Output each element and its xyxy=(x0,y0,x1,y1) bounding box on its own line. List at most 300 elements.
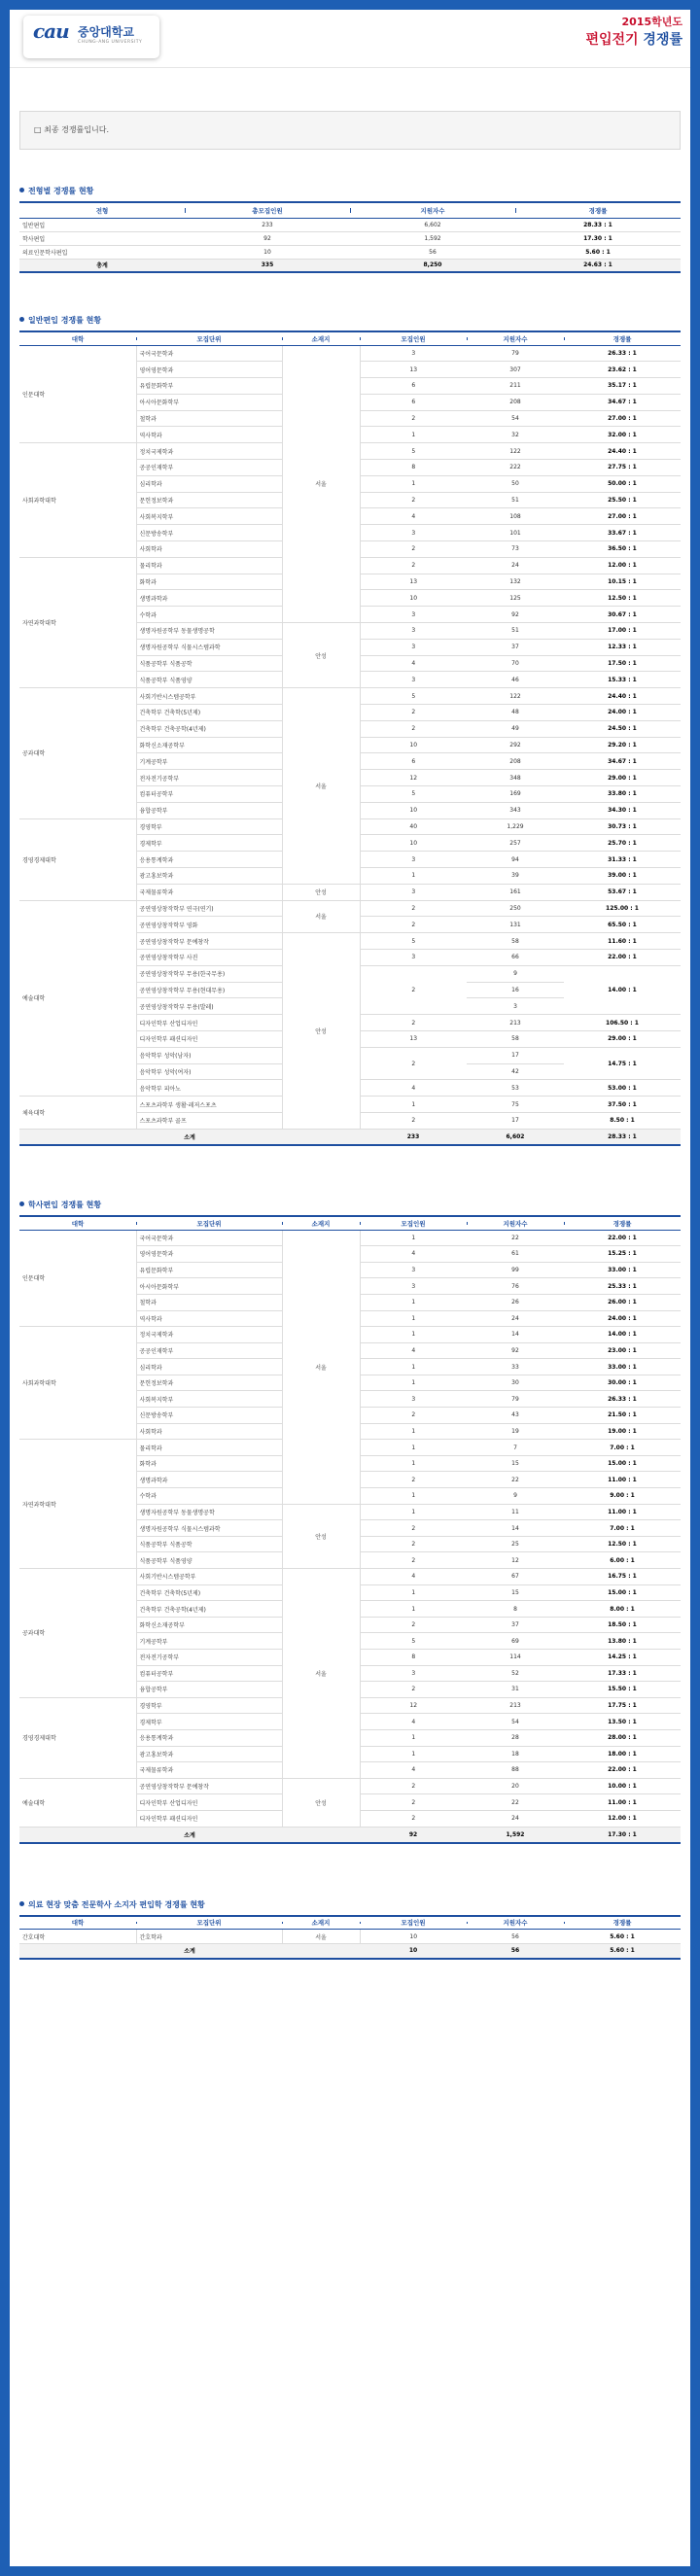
table-cell: 안성 xyxy=(282,1504,360,1568)
table-cell: 53 xyxy=(467,1080,564,1097)
col-header: 지원자수 xyxy=(467,1216,564,1230)
table-cell: 공연영상창작학부 영화 xyxy=(136,917,282,933)
table-cell: 24 xyxy=(467,1310,564,1327)
table-cell: 94 xyxy=(467,852,564,868)
table-cell: 7.00 : 1 xyxy=(564,1520,681,1537)
table-cell: 13 xyxy=(360,574,467,590)
table-cell: 2 xyxy=(360,1778,467,1794)
table-cell: 3 xyxy=(360,525,467,541)
table-cell: 1 xyxy=(360,475,467,492)
section-title-medical xyxy=(19,1898,690,1912)
table-cell: 컴퓨터공학부 xyxy=(136,1665,282,1682)
table-cell: 79 xyxy=(467,345,564,362)
table-cell: 8,250 xyxy=(350,259,515,272)
table-cell: 22.00 : 1 xyxy=(564,1230,681,1246)
university-logo[interactable] xyxy=(23,16,159,58)
table-cell: 250 xyxy=(467,900,564,917)
table-cell: 응용통계학과 xyxy=(136,1729,282,1746)
table-cell: 18.50 : 1 xyxy=(564,1617,681,1633)
table-cell: 12.33 : 1 xyxy=(564,639,681,655)
table-cell: 5.60 : 1 xyxy=(564,1944,681,1959)
table-cell: 공과대학 xyxy=(19,688,136,818)
table-cell: 1 xyxy=(360,427,467,443)
col-header: 모집인원 xyxy=(360,1216,467,1230)
table-cell: 122 xyxy=(467,688,564,705)
table-cell: 92 xyxy=(467,607,564,623)
col-header: 모집단위 xyxy=(136,1916,282,1930)
table-cell: 114 xyxy=(467,1649,564,1665)
bullet-icon xyxy=(19,1901,24,1906)
section-title-bachelor xyxy=(19,1199,690,1212)
table-cell: 13 xyxy=(360,1030,467,1047)
table-cell: 4 xyxy=(360,1246,467,1263)
table-cell: 자연과학대학 xyxy=(19,557,136,687)
table-cell: 15.00 : 1 xyxy=(564,1455,681,1472)
table-cell: 92 xyxy=(467,1342,564,1359)
table-cell: 국어국문학과 xyxy=(136,345,282,362)
col-header: 전형 xyxy=(19,202,185,218)
table-cell: 1,592 xyxy=(350,231,515,245)
table-cell: 24.00 : 1 xyxy=(564,1310,681,1327)
table-cell: 1 xyxy=(360,1601,467,1618)
table-cell: 1 xyxy=(360,1097,467,1113)
table-cell: 심리학과 xyxy=(136,1359,282,1375)
table-cell: 348 xyxy=(467,770,564,786)
table-cell: 37 xyxy=(467,639,564,655)
table-cell: 1 xyxy=(360,1488,467,1505)
table-cell: 2 xyxy=(360,1047,467,1080)
table-cell: 경영학부 xyxy=(136,818,282,835)
table-cell: 7.00 : 1 xyxy=(564,1440,681,1456)
table-cell: 8 xyxy=(467,1601,564,1618)
table-cell: 48 xyxy=(467,705,564,721)
table-cell: 2 xyxy=(360,917,467,933)
table-cell: 25.70 : 1 xyxy=(564,835,681,852)
table-cell: 5 xyxy=(360,443,467,460)
table-cell: 24 xyxy=(467,557,564,574)
table-cell: 13.50 : 1 xyxy=(564,1714,681,1730)
table-cell: 사회복지학부 xyxy=(136,1391,282,1408)
table-cell: 211 xyxy=(467,378,564,395)
table-cell: 정치국제학과 xyxy=(136,1327,282,1343)
table-cell: 25.50 : 1 xyxy=(564,492,681,508)
table-cell: 12.00 : 1 xyxy=(564,1810,681,1827)
table-cell: 3 xyxy=(360,1278,467,1295)
table-cell: 1 xyxy=(360,1440,467,1456)
table-cell: 31.33 : 1 xyxy=(564,852,681,868)
table-cell: 25 xyxy=(467,1536,564,1552)
table-cell: 22 xyxy=(467,1794,564,1811)
section-title-general xyxy=(19,314,690,328)
table-cell: 58 xyxy=(467,1030,564,1047)
table-cell: 24.63 : 1 xyxy=(515,259,681,272)
table-cell: 22.00 : 1 xyxy=(564,949,681,965)
table-cell: 88 xyxy=(467,1762,564,1779)
table-cell: 42 xyxy=(467,1063,564,1080)
table-cell: 철학과 xyxy=(136,410,282,427)
col-header: 경쟁률 xyxy=(564,331,681,345)
table-cell: 67 xyxy=(467,1569,564,1585)
table-cell: 8 xyxy=(360,460,467,476)
table-cell: 101 xyxy=(467,525,564,541)
table-cell: 생명자원공학부 동물생명공학 xyxy=(136,623,282,640)
table-cell: 11.00 : 1 xyxy=(564,1794,681,1811)
table-cell: 1 xyxy=(360,868,467,885)
table-cell: 2 xyxy=(360,720,467,737)
table-row xyxy=(19,1129,681,1145)
table-cell: 10.15 : 1 xyxy=(564,574,681,590)
table-cell: 12 xyxy=(360,770,467,786)
table-cell: 15.50 : 1 xyxy=(564,1682,681,1698)
table-cell: 2 xyxy=(360,557,467,574)
table-cell: 26 xyxy=(467,1294,564,1310)
table-cell: 34.30 : 1 xyxy=(564,802,681,818)
logo-name: 중앙대학교 xyxy=(78,25,134,39)
table-cell: 화학신소재공학부 xyxy=(136,737,282,753)
table-cell: 6,602 xyxy=(467,1129,564,1145)
table-cell: 소계 xyxy=(19,1827,360,1843)
table-cell: 14.00 : 1 xyxy=(564,965,681,1014)
table-cell: 4 xyxy=(360,1714,467,1730)
table-cell: 생명자원공학부 식물시스템과학 xyxy=(136,1520,282,1537)
table-cell: 15 xyxy=(467,1584,564,1601)
table-cell: 2 xyxy=(360,1472,467,1488)
table-cell: 식품공학부 식품영양 xyxy=(136,1552,282,1569)
table-cell: 4 xyxy=(360,1080,467,1097)
table-row xyxy=(19,1827,681,1843)
table-cell: 역사학과 xyxy=(136,427,282,443)
table-cell: 24.40 : 1 xyxy=(564,443,681,460)
section-title-text: 학사편입 경쟁률 현황 xyxy=(28,1201,102,1210)
table-cell: 2 xyxy=(360,1810,467,1827)
table-cell: 125.00 : 1 xyxy=(564,900,681,917)
table-cell: 79 xyxy=(467,1391,564,1408)
table-cell: 3 xyxy=(360,345,467,362)
table-cell: 106.50 : 1 xyxy=(564,1015,681,1031)
table-cell: 1 xyxy=(360,1423,467,1440)
col-header: 소재지 xyxy=(282,1916,360,1930)
table-cell: 16.75 : 1 xyxy=(564,1569,681,1585)
table-cell: 사회기반시스템공학부 xyxy=(136,1569,282,1585)
table-cell: 건축학부 건축공학(4년제) xyxy=(136,720,282,737)
table-cell: 34.67 : 1 xyxy=(564,753,681,770)
table-cell: 2 xyxy=(360,705,467,721)
table-cell: 76 xyxy=(467,1278,564,1295)
table-cell: 문헌정보학과 xyxy=(136,1375,282,1391)
table-cell: 3 xyxy=(360,623,467,640)
table-cell: 1 xyxy=(360,1359,467,1375)
table-cell: 32.00 : 1 xyxy=(564,427,681,443)
col-header: 총모집인원 xyxy=(185,202,350,218)
table-cell: 10 xyxy=(360,1944,467,1959)
table-cell: 33.00 : 1 xyxy=(564,1359,681,1375)
table-cell: 사회학과 xyxy=(136,541,282,558)
table-cell: 17 xyxy=(467,1047,564,1063)
table-cell: 국제물류학과 xyxy=(136,884,282,900)
table-cell: 208 xyxy=(467,753,564,770)
table-cell: 17.30 : 1 xyxy=(564,1827,681,1843)
table-cell: 공연영상창작학부 무용(현대무용) xyxy=(136,982,282,998)
logo-subtitle: CHUNG-ANG UNIVERSITY xyxy=(78,40,143,45)
table-cell: 132 xyxy=(467,574,564,590)
table-cell: 경제학부 xyxy=(136,1714,282,1730)
table-cell: 43 xyxy=(467,1408,564,1424)
table-cell: 10 xyxy=(360,737,467,753)
table-cell: 영어영문학과 xyxy=(136,362,282,378)
col-header: 대학 xyxy=(19,331,136,345)
table-cell: 3 xyxy=(360,639,467,655)
table-cell: 3 xyxy=(360,1665,467,1682)
table-cell: 51 xyxy=(467,492,564,508)
table-cell: 화학과 xyxy=(136,574,282,590)
table-cell: 융합공학부 xyxy=(136,802,282,818)
table-row xyxy=(19,900,681,917)
table-cell: 경영경제대학 xyxy=(19,1697,136,1778)
title-sub: 경쟁률 xyxy=(643,32,682,48)
section-title-text: 일반편입 경쟁률 현황 xyxy=(28,316,102,325)
table-cell: 335 xyxy=(185,259,350,272)
table-cell: 29.00 : 1 xyxy=(564,770,681,786)
table-cell: 161 xyxy=(467,884,564,900)
table-cell: 13.80 : 1 xyxy=(564,1633,681,1650)
table-cell: 213 xyxy=(467,1015,564,1031)
table-cell: 11.00 : 1 xyxy=(564,1504,681,1520)
table-cell: 예술대학 xyxy=(19,900,136,1097)
table-cell: 10 xyxy=(360,590,467,607)
table-cell: 신문방송학부 xyxy=(136,525,282,541)
col-header: 경쟁률 xyxy=(564,1216,681,1230)
table-cell: 서울 xyxy=(282,1230,360,1504)
table-cell: 39.00 : 1 xyxy=(564,868,681,885)
table-cell: 19.00 : 1 xyxy=(564,1423,681,1440)
table-cell: 사회학과 xyxy=(136,1423,282,1440)
table-cell: 15.00 : 1 xyxy=(564,1584,681,1601)
table-cell: 1 xyxy=(360,1746,467,1762)
table-cell: 125 xyxy=(467,590,564,607)
table-cell: 17.75 : 1 xyxy=(564,1697,681,1714)
table-cell: 광고홍보학과 xyxy=(136,1746,282,1762)
table-cell: 예술대학 xyxy=(19,1778,136,1827)
table-cell: 2 xyxy=(360,1617,467,1633)
table-cell: 5 xyxy=(360,688,467,705)
logo-mark: cau xyxy=(33,19,69,43)
table-cell: 56 xyxy=(350,245,515,259)
table-cell: 경제학부 xyxy=(136,835,282,852)
table-cell: 233 xyxy=(185,218,350,231)
table-cell: 99 xyxy=(467,1262,564,1278)
table-cell: 음악학부 성악(여자) xyxy=(136,1063,282,1080)
table-cell: 24.50 : 1 xyxy=(564,720,681,737)
table-cell: 122 xyxy=(467,443,564,460)
table-cell: 5.60 : 1 xyxy=(515,245,681,259)
table-cell: 5 xyxy=(360,933,467,950)
table-cell: 생명자원공학부 동물생명공학 xyxy=(136,1504,282,1520)
table-row xyxy=(19,345,681,362)
table-cell: 2 xyxy=(360,1552,467,1569)
table-cell: 전자전기공학부 xyxy=(136,1649,282,1665)
table-cell: 생명과학과 xyxy=(136,1472,282,1488)
table-row xyxy=(19,259,681,272)
table-cell: 257 xyxy=(467,835,564,852)
table-cell: 3 xyxy=(360,607,467,623)
table-cell: 1 xyxy=(360,1729,467,1746)
table-cell: 총계 xyxy=(19,259,185,272)
table-cell: 20 xyxy=(467,1778,564,1794)
col-header: 대학 xyxy=(19,1216,136,1230)
table-cell: 심리학과 xyxy=(136,475,282,492)
table-row xyxy=(19,1930,681,1944)
table-cell: 50 xyxy=(467,475,564,492)
col-header: 모집인원 xyxy=(360,331,467,345)
table-cell: 33.67 : 1 xyxy=(564,525,681,541)
table-cell: 75 xyxy=(467,1097,564,1113)
table-cell: 53.67 : 1 xyxy=(564,884,681,900)
table-cell: 사회과학대학 xyxy=(19,443,136,558)
col-header: 모집단위 xyxy=(136,331,282,345)
col-header: 소재지 xyxy=(282,1216,360,1230)
table-cell: 169 xyxy=(467,786,564,803)
table-cell: 33 xyxy=(467,1359,564,1375)
table-cell: 일반편입 xyxy=(19,218,185,231)
table-cell: 51 xyxy=(467,623,564,640)
table-cell: 정치국제학과 xyxy=(136,443,282,460)
table-cell: 208 xyxy=(467,394,564,410)
table-cell: 56 xyxy=(467,1930,564,1944)
table-cell: 사회복지학부 xyxy=(136,508,282,525)
bullet-icon xyxy=(19,1201,24,1206)
table-cell: 8 xyxy=(360,1649,467,1665)
table-cell: 73 xyxy=(467,541,564,558)
table-cell: 서울 xyxy=(282,1569,360,1779)
table-cell: 음악학부 성악(남자) xyxy=(136,1047,282,1063)
table-cell: 10.00 : 1 xyxy=(564,1778,681,1794)
table-cell: 11.00 : 1 xyxy=(564,1472,681,1488)
table-cell: 2 xyxy=(360,900,467,917)
table-cell: 52 xyxy=(467,1665,564,1682)
table-cell: 공연영상창작학부 문예창작 xyxy=(136,933,282,950)
table-cell: 27.00 : 1 xyxy=(564,410,681,427)
table-cell: 54 xyxy=(467,410,564,427)
table-cell: 6.00 : 1 xyxy=(564,1552,681,1569)
table-row xyxy=(19,688,681,705)
table-cell: 49 xyxy=(467,720,564,737)
table-cell: 간호학과 xyxy=(136,1930,282,1944)
table-cell: 12 xyxy=(360,1697,467,1714)
table-cell: 응용통계학과 xyxy=(136,852,282,868)
table-cell: 3 xyxy=(467,998,564,1015)
table-cell: 2 xyxy=(360,410,467,427)
table-cell: 26.33 : 1 xyxy=(564,345,681,362)
table-cell: 물리학과 xyxy=(136,557,282,574)
table-cell: 2 xyxy=(360,1682,467,1698)
table-cell: 35.17 : 1 xyxy=(564,378,681,395)
table-cell: 기계공학부 xyxy=(136,753,282,770)
table-cell: 건축학부 건축학(5년제) xyxy=(136,1584,282,1601)
table-cell: 6 xyxy=(360,378,467,395)
section-title-text: 전형별 경쟁률 현황 xyxy=(28,187,94,195)
table-row xyxy=(19,1230,681,1246)
table-cell: 70 xyxy=(467,655,564,672)
col-header: 지원자수 xyxy=(467,1916,564,1930)
table-cell: 1 xyxy=(360,1230,467,1246)
table-cell: 아시아문화학부 xyxy=(136,394,282,410)
section-title-text: 의료 현장 맞춤 전문학사 소지자 편입학 경쟁률 현황 xyxy=(28,1899,205,1909)
table-cell: 343 xyxy=(467,802,564,818)
table-cell: 14.25 : 1 xyxy=(564,1649,681,1665)
table-cell: 292 xyxy=(467,737,564,753)
table-cell: 28.33 : 1 xyxy=(564,1129,681,1145)
table-cell: 공공인재학부 xyxy=(136,1342,282,1359)
table-cell: 1 xyxy=(360,1455,467,1472)
table-cell: 28.00 : 1 xyxy=(564,1729,681,1746)
table-cell: 사회과학대학 xyxy=(19,1327,136,1440)
table-cell: 25.33 : 1 xyxy=(564,1278,681,1295)
col-header: 대학 xyxy=(19,1916,136,1930)
table-cell: 3 xyxy=(360,884,467,900)
table-cell: 22 xyxy=(467,1472,564,1488)
table-cell: 화학신소재공학부 xyxy=(136,1617,282,1633)
table-cell: 4 xyxy=(360,1762,467,1779)
table-cell: 6 xyxy=(360,753,467,770)
bachelor-transfer-table xyxy=(19,1215,681,1844)
table-cell: 안성 xyxy=(282,1778,360,1827)
table-cell: 17 xyxy=(467,1112,564,1129)
table-cell: 24 xyxy=(467,1810,564,1827)
table-cell: 체육대학 xyxy=(19,1097,136,1130)
table-cell: 131 xyxy=(467,917,564,933)
table-cell: 58 xyxy=(467,933,564,950)
col-header: 소재지 xyxy=(282,331,360,345)
table-cell: 공연영상창작학부 문예창작 xyxy=(136,1778,282,1794)
table-cell: 39 xyxy=(467,868,564,885)
table-cell: 1 xyxy=(360,1327,467,1343)
table-cell: 3 xyxy=(360,1262,467,1278)
table-cell: 30.73 : 1 xyxy=(564,818,681,835)
table-cell: 4 xyxy=(360,508,467,525)
table-cell: 문헌정보학과 xyxy=(136,492,282,508)
table-cell: 6 xyxy=(360,394,467,410)
table-cell: 28 xyxy=(467,1729,564,1746)
table-cell: 13 xyxy=(360,362,467,378)
table-cell: 5 xyxy=(360,786,467,803)
table-cell: 안성 xyxy=(282,884,360,900)
table-cell: 18.00 : 1 xyxy=(564,1746,681,1762)
table-cell: 92 xyxy=(360,1827,467,1843)
table-cell: 3 xyxy=(360,1391,467,1408)
table-cell: 공연영상창작학부 사진 xyxy=(136,949,282,965)
table-cell: 디자인학부 패션디자인 xyxy=(136,1810,282,1827)
table-cell: 28.33 : 1 xyxy=(515,218,681,231)
table-cell: 8.00 : 1 xyxy=(564,1601,681,1618)
table-cell: 14.75 : 1 xyxy=(564,1047,681,1080)
table-cell: 1 xyxy=(360,1504,467,1520)
table-cell: 14 xyxy=(467,1327,564,1343)
table-row xyxy=(19,245,681,259)
table-cell: 24.00 : 1 xyxy=(564,705,681,721)
col-header: 지원자수 xyxy=(467,331,564,345)
table-cell: 307 xyxy=(467,362,564,378)
bullet-icon xyxy=(19,188,24,192)
table-cell: 사회기반시스템공학부 xyxy=(136,688,282,705)
table-cell: 2 xyxy=(360,1794,467,1811)
header-title xyxy=(585,29,682,49)
table-cell: 40 xyxy=(360,818,467,835)
table-cell: 인문대학 xyxy=(19,1230,136,1327)
header xyxy=(10,10,690,68)
table-cell: 9 xyxy=(467,1488,564,1505)
table-cell: 4 xyxy=(360,1342,467,1359)
table-cell: 철학과 xyxy=(136,1294,282,1310)
